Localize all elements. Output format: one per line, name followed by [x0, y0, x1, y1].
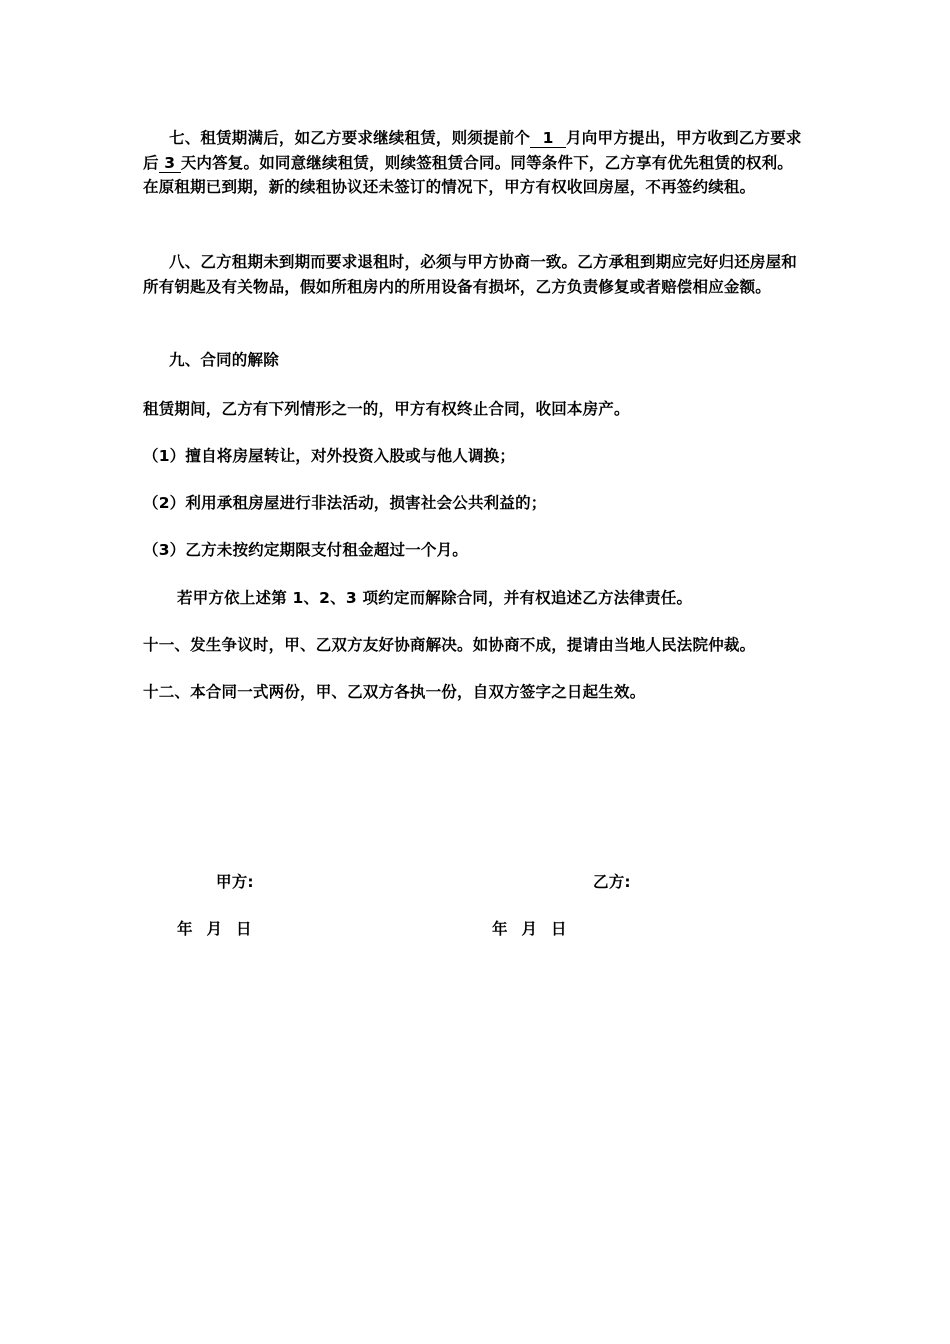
- clause-7-text-3: 天内答复。如同意继续租赁，则续签租赁合同。同等条件下，乙方享有优先租赁的权利。在原租期已到期，新的续租协议还未签订的情况下，甲方有权收回房屋，不再签约续租。: [143, 153, 794, 196]
- notice-months-blank: 1: [530, 129, 566, 148]
- clause-8: 八、乙方租期未到期而要求退租时，必须与甲方协商一致。乙方承租到期应完好归还房屋和所有钥匙及有关物品，假如所租房内的所用设备有损坏，乙方负责修复或者赔偿相应金额。: [143, 253, 798, 296]
- clause-7-text-1: 七、租赁期满后，如乙方要求继续租赁，则须提前个: [169, 129, 531, 147]
- party-b-signature-label: 乙方:: [593, 873, 631, 891]
- reply-days-blank: 3: [159, 154, 181, 173]
- party-a-date: [177, 917, 252, 942]
- party-a-signature-label: 甲方:: [216, 873, 254, 891]
- party-b-date-month: 月: [521, 920, 538, 938]
- clause-9-conclusion: 若甲方依上述第 1、2、3 项约定而解除合同，并有权追述乙方法律责任。: [177, 589, 693, 607]
- party-b-date: [492, 917, 567, 942]
- clause-9-heading: 九、合同的解除: [169, 351, 279, 369]
- clause-12: 十二、本合同一式两份，甲、乙双方各执一份，自双方签字之日起生效。: [143, 683, 646, 701]
- party-a-date-day: 日: [236, 920, 252, 938]
- clause-7-text-2: 月向甲方提出，甲方收到乙方要求后: [143, 129, 802, 172]
- party-a-date-year: 年: [177, 920, 193, 938]
- clause-11: 十一、发生争议时，甲、乙双方友好协商解决。如协商不成，提请由当地人民法院仲裁。: [143, 636, 756, 654]
- clause-9-item-1: （1）擅自将房屋转让，对外投资入股或与他人调换；: [143, 447, 516, 465]
- clause-9-item-3: （3）乙方未按约定期限支付租金超过一个月。: [143, 541, 468, 559]
- clause-9-intro: 租赁期间，乙方有下列情形之一的，甲方有权终止合同，收回本房产。: [143, 400, 630, 418]
- clause-7: [143, 126, 808, 200]
- party-b-date-day: 日: [551, 920, 567, 938]
- party-b-date-year: 年: [492, 920, 508, 938]
- party-a-date-month: 月: [206, 920, 223, 938]
- clause-9-item-2: （2）利用承租房屋进行非法活动，损害社会公共利益的；: [143, 494, 547, 512]
